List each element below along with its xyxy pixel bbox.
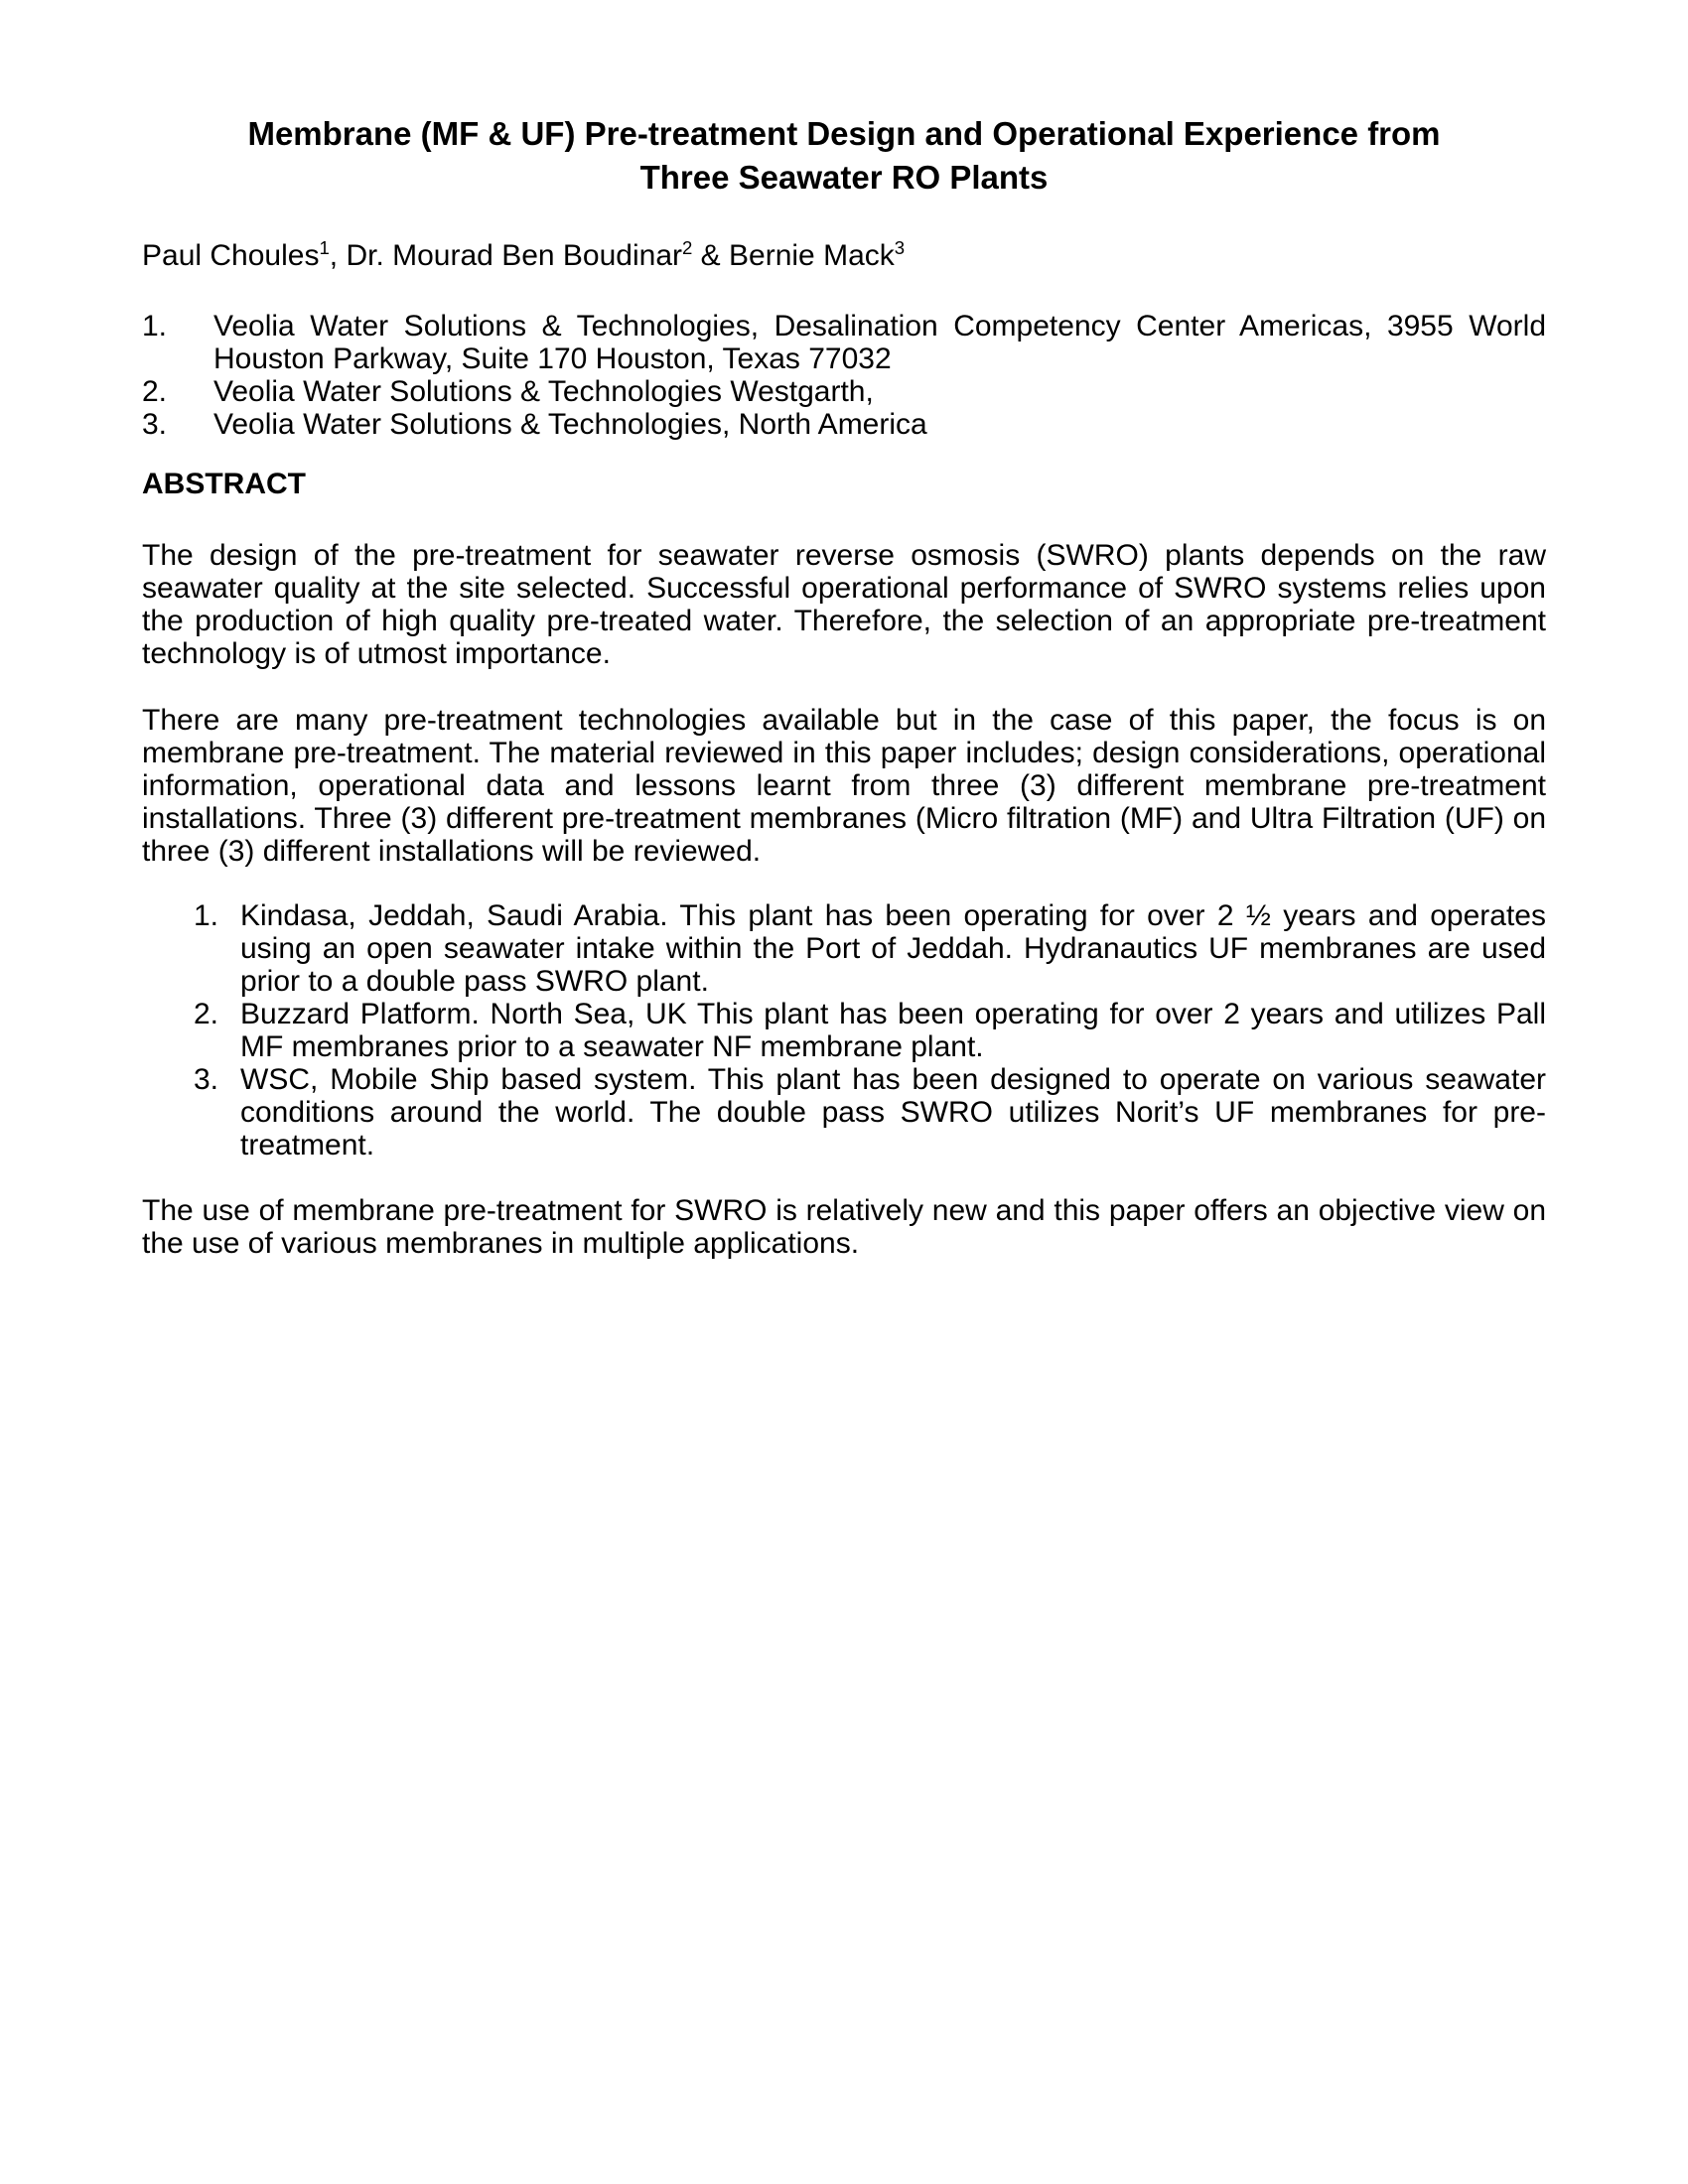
affiliation-item-3 xyxy=(142,408,1546,441)
plant-list-item-2-text: Buzzard Platform. North Sea, UK This plant has been operating for over 2 years and utilizes Pall MF membranes prior to a seawater NF membrane plant. xyxy=(240,998,1546,1063)
author-name-2: , Dr. Mourad Ben Boudinar xyxy=(329,239,682,272)
author-name-3: & Bernie Mack xyxy=(692,239,895,272)
plant-list-item-1 xyxy=(194,899,1546,998)
affiliation-item-2 xyxy=(142,375,1546,408)
plant-list-item-2-number: 2. xyxy=(194,998,219,1030)
plant-list-item-3-text: WSC, Mobile Ship based system. This plant has been designed to operate on various seawater conditions around the world. The double pass SWRO utilizes Norit’s UF membranes for pre-treatment. xyxy=(240,1063,1546,1161)
abstract-paragraph-2: There are many pre-treatment technologies available but in the case of this paper, the focus is on membrane pre-treatment. The material reviewed in this paper includes; design considerations, operational information, operational data and lessons learnt from three (3) different membrane pre-treatment installations. Three (3) different pre-treatment membranes (Micro filtration (MF) and Ultra Filtration (UF) on three (3) different installations will be reviewed. xyxy=(142,704,1546,868)
abstract-paragraph-3: The use of membrane pre-treatment for SWRO is relatively new and this paper offers an objective view on the use of various membranes in multiple applications. xyxy=(142,1194,1546,1260)
plant-list-item-3-number: 3. xyxy=(194,1063,219,1096)
abstract-paragraph-1: The design of the pre-treatment for seawater reverse osmosis (SWRO) plants depends on the raw seawater quality at the site selected. Successful operational performance of SWRO systems relies upon the production of high quality pre-treated water. Therefore, the selection of an appropriate pre-treatment technology is of utmost importance. xyxy=(142,539,1546,670)
affiliation-item-3-number: 3. xyxy=(142,408,168,441)
author-1-affiliation-ref: 1 xyxy=(319,237,330,258)
affiliation-item-1-number: 1. xyxy=(142,310,168,342)
paper-title-line1: Membrane (MF & UF) Pre-treatment Design and Operational Experience from xyxy=(247,115,1441,152)
plant-list-item-1-number: 1. xyxy=(194,899,219,932)
author-2-affiliation-ref: 2 xyxy=(682,237,693,258)
affiliation-list xyxy=(142,310,1546,441)
paper-title-line2: Three Seawater RO Plants xyxy=(639,159,1049,196)
affiliation-item-3-text: Veolia Water Solutions & Technologies, North America xyxy=(213,408,927,441)
plant-list-item-2 xyxy=(194,998,1546,1063)
authors-line xyxy=(142,239,1546,272)
affiliation-item-1-text: Veolia Water Solutions & Technologies, Desalination Competency Center Americas, 3955 World Houston Parkway, Suite 170 Houston, Texas 77032 xyxy=(213,310,1546,375)
paper-title xyxy=(142,112,1546,200)
author-3-affiliation-ref: 3 xyxy=(894,237,906,258)
plant-list xyxy=(194,899,1546,1161)
plant-list-item-1-text: Kindasa, Jeddah, Saudi Arabia. This plant has been operating for over 2 ½ years and operates using an open seawater intake within the Port of Jeddah. Hydranautics UF membranes are used prior to a double pass SWRO plant. xyxy=(240,899,1546,998)
affiliation-item-2-number: 2. xyxy=(142,375,168,408)
affiliation-item-1 xyxy=(142,310,1546,375)
author-name-1: Paul Choules xyxy=(142,239,320,272)
abstract-heading: ABSTRACT xyxy=(142,468,306,500)
affiliation-item-2-text: Veolia Water Solutions & Technologies Westgarth, xyxy=(213,375,874,408)
plant-list-item-3 xyxy=(194,1063,1546,1161)
